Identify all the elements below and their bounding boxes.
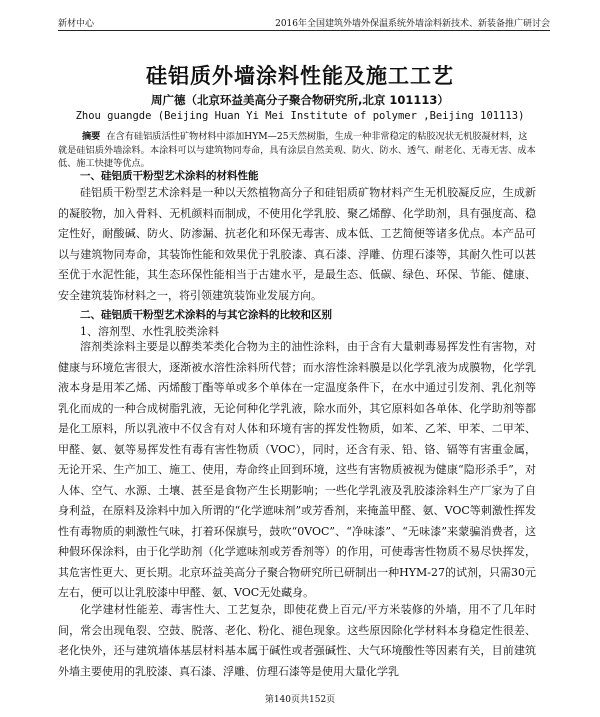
- header-left-text: 新材中心: [58, 19, 95, 29]
- abstract-label: 摘要: [82, 131, 101, 142]
- author-chinese: 周广德（北京环益美高分子聚合物研究所,北京 101113）: [151, 93, 449, 107]
- section-heading-1: 一、硅铝质干粉型艺术涂料的材料性能: [80, 170, 259, 182]
- section-1-paragraph: 硅铝质干粉型艺术涂料是一种以天然植物高分子和硅铝质矿物材料产生无机胶凝反应，生成新的凝胶物，加入骨料、无机颜料而制成，不使用化学乳胶、聚乙烯醇、化学助剂，具有强度高、稳定性好，耐酸碱、防火、防渗漏、抗老化和环保无毒害、成本低、工艺简便等诸多优点。本产品可以与建筑物同寿命，其装饰性能和效果优于乳胶漆、真石漆、浮雕、仿理石漆等，其耐久性可以甚至优于水泥性能，其生态环保性能相当于古建水平，是最生态、低碳、绿色、环保、节能、健康、安全建筑装饰材料之一，将引领建筑装饰业发展方向。: [58, 186, 536, 302]
- section-2-paragraph-1: 溶剂类涂料主要是以醇类苯类化合物为主的油性涂料，由于含有大量刺毒易挥发性有害物，对健康与环境危害很大，逐渐被水溶性涂料所代替；而水溶性涂料膜是以化学乳液为成膜物，化学乳液本身是用苯乙烯、丙烯酸丁酯等单或多个单体在一定温度条件下，在水中通过引发剂、乳化剂等乳化而成的一种合成树脂乳液，无论何种化学乳液，除水而外，其它原料如各单体、化学助剂等都是化工原料，所以乳液中不仅含有对人体和环境有害的挥发性物质，如苯、乙苯、甲苯、二甲苯、甲醛、氨、氨等易挥发性有毒有害性物质（VOC），同时，还含有汞、铅、铬、镉等有害重金属，无论开采、生产加工、施工、使用，寿命终止回到环境，这些有害物质被视为健康“隐形杀手”，对人体、空气、水源、土壤、甚至是食物产生长期影响；一些化学乳液及乳胶漆涂料生产厂家为了自身利益，在原料及涂料中加入所谓的“化学遮味剂”或芳香剂，来掩盖甲醛、氨、VOC等刺激性挥发性有毒物质的刺激性气味，打着环保旗号，鼓吹“0VOC”、“净味漆”、“无味漆”来蒙骗消费者，这种假环保涂料，由于化学助剂（化学遮味剂或芳香剂等）的作用，可使毒害性物质不易尽快挥发，其危害性更大、更长期。北京环益美高分子聚合物研究所已研制出一种HYM-27的试剂，只需30元左右，便可以让乳胶漆中甲醛、氨、VOC无处藏身。: [58, 340, 536, 599]
- author-english: Zhou guangde (Beijing Huan Yi Mei Institute of polymer ,Beijing 101113): [75, 110, 525, 122]
- subsection-heading-1: 1、溶剂型、水性乳胶类涂料: [80, 325, 219, 338]
- section-heading-2: 二、硅铝质干粉型艺术涂料的与其它涂料的比较和区别: [80, 309, 332, 321]
- abstract: [58, 130, 536, 171]
- section-2-paragraph-2: 化学建材性能差、毒害性大、工艺复杂，即使花费上百元/平方米装修的外墙，用不了几年时间，常会出现龟裂、空鼓、脱落、老化、粉化、褪色现象。这些原因除化学材料本身稳定性很差、老化快外，还与建筑墙体基层材料基本属于碱性或者强碱性、大气环境酸性等因素有关，目前建筑外墙主要使用的乳胶漆、真石漆、浮雕、仿理石漆等是使用大量化学乳: [58, 603, 536, 678]
- header-right-text: 2016年全国建筑外墙外保温系统外墙涂料新技术、新装备推广研讨会: [275, 19, 550, 29]
- abstract-text: 在含有硅铝质活性矿物材料中添加HYM—25天然树脂，生成一种非常稳定的粘胶况状无机胶凝材料，这就是硅铝质外墙涂料。本涂料可以与建筑物同寿命，具有涂层自然美观、防火、防水、透气、耐老化、无毒无害、成本低、施工快捷等优点。: [58, 131, 536, 169]
- page-footer: 第140页共152页: [264, 695, 336, 705]
- running-header: [58, 14, 550, 31]
- article-title: 硅铝质外墙涂料性能及施工工艺: [146, 64, 454, 88]
